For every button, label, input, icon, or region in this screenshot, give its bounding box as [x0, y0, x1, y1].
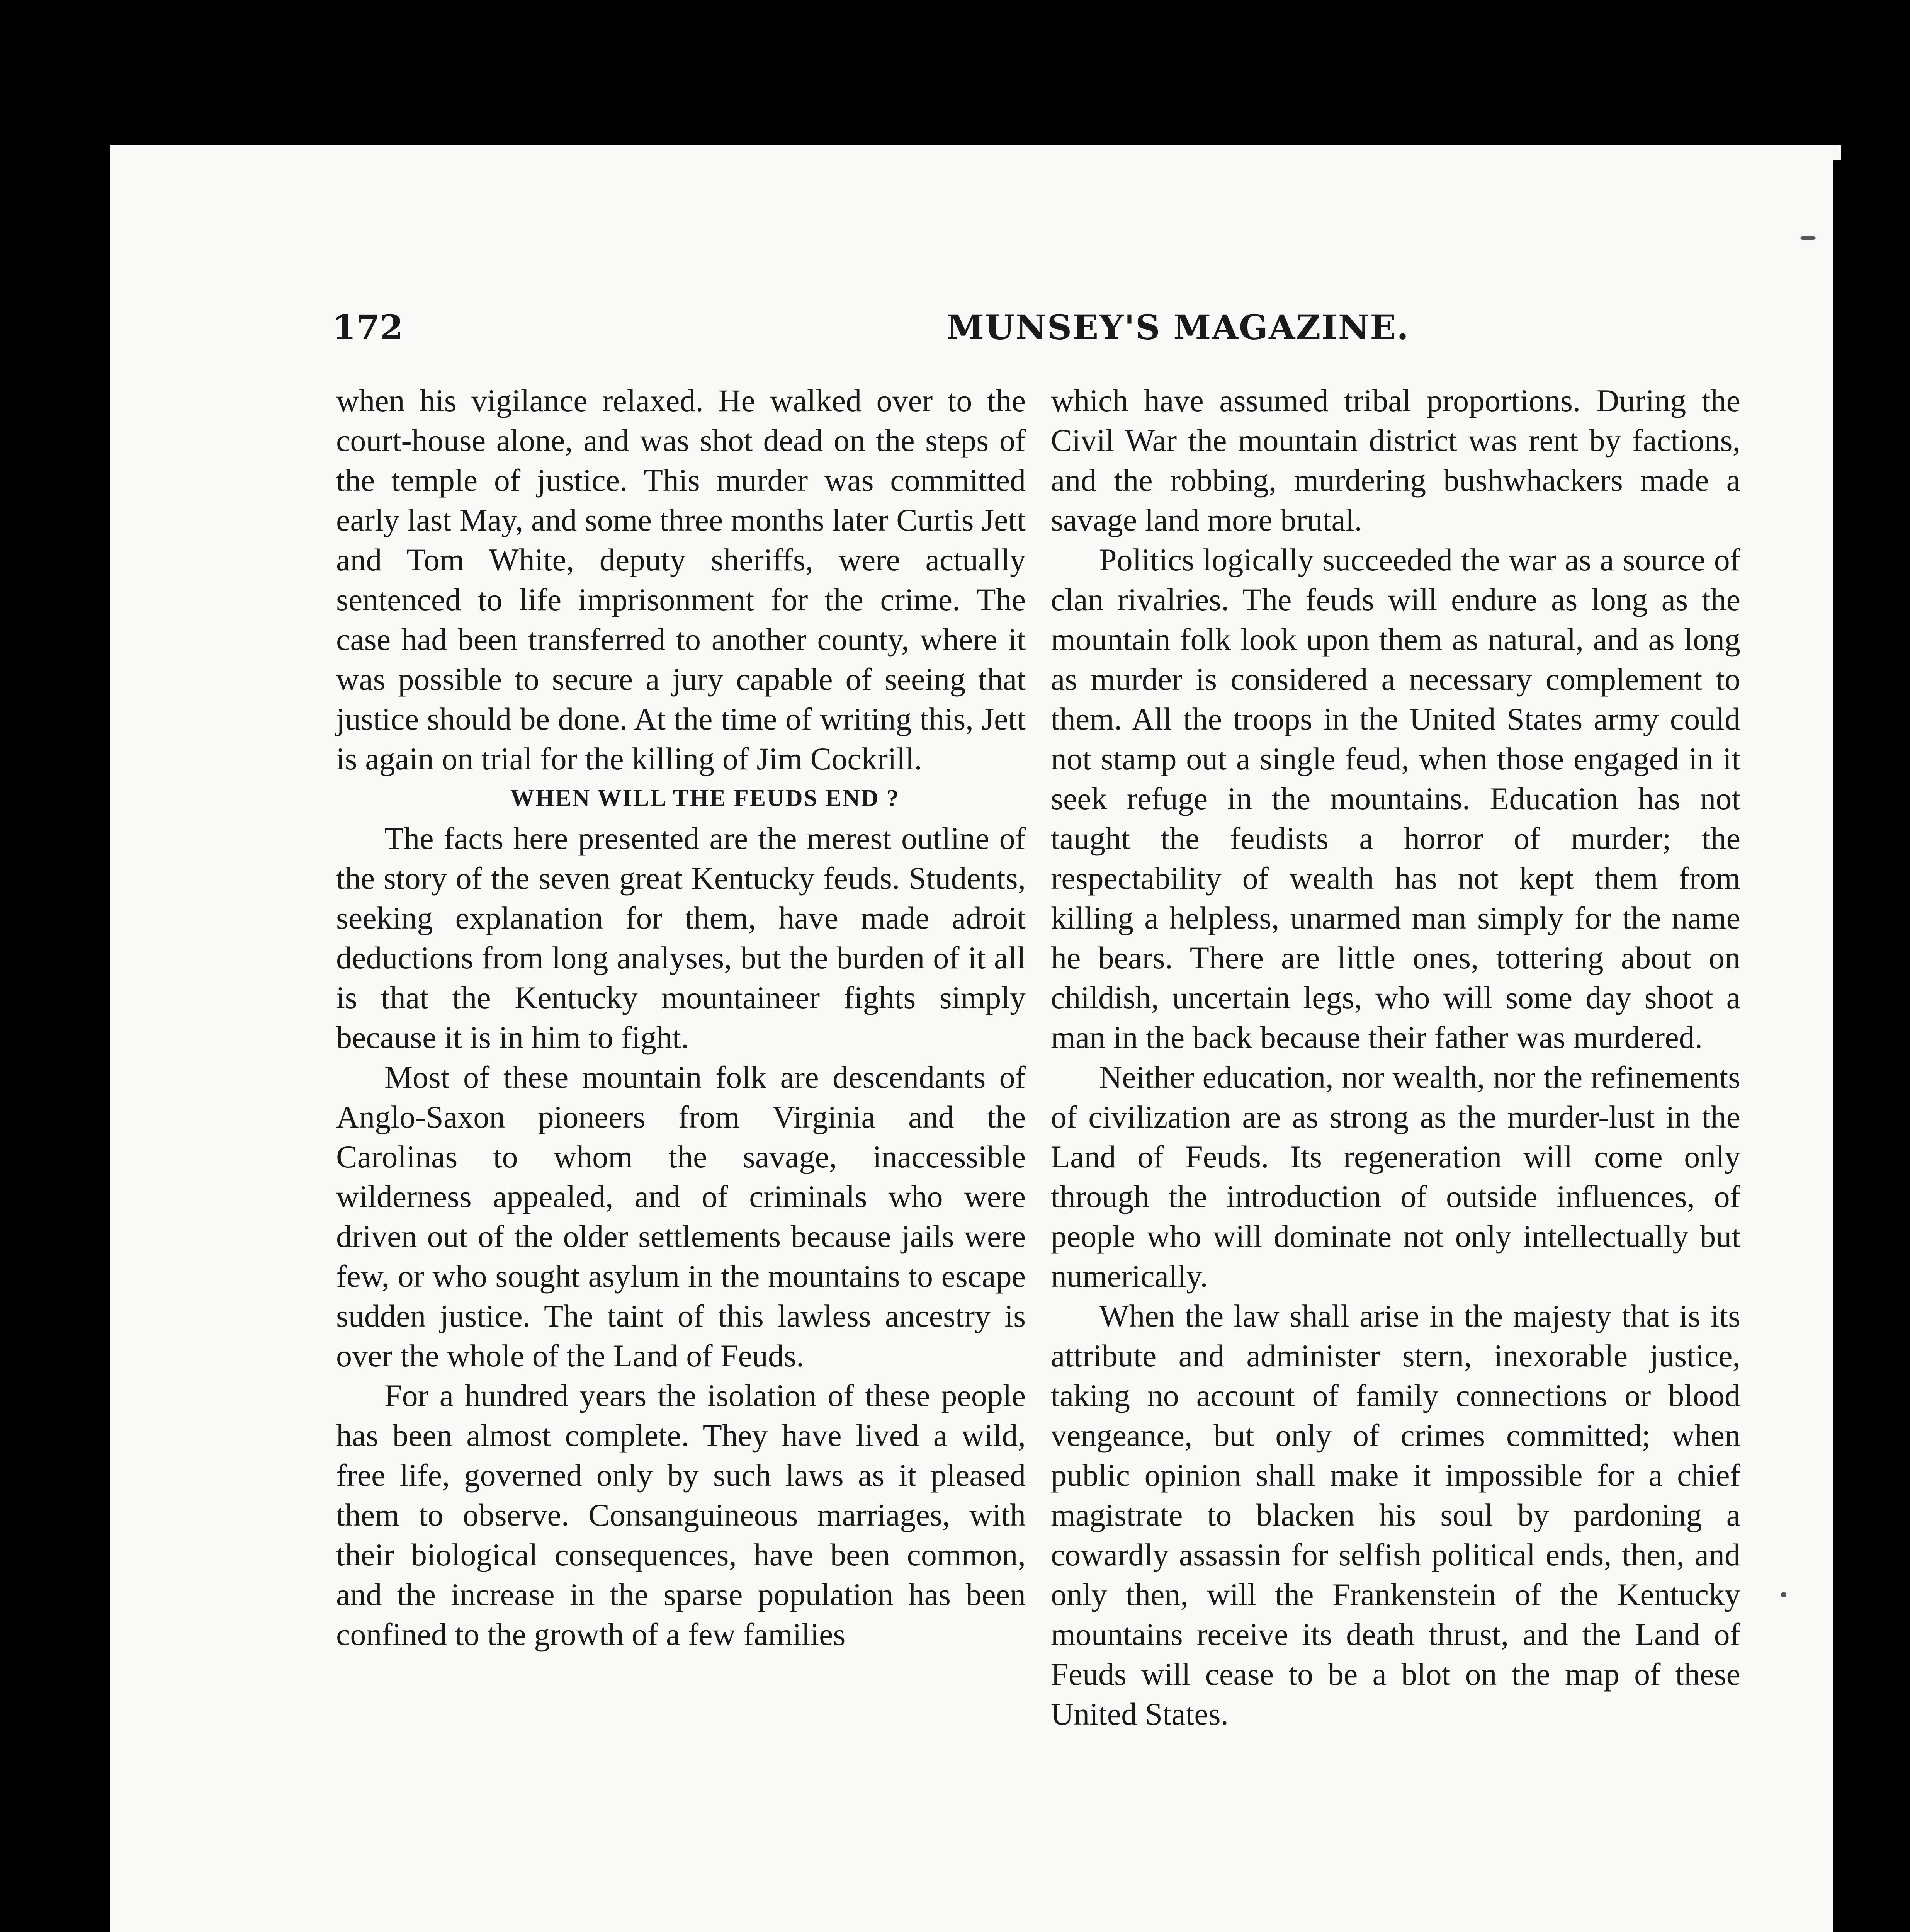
print-speck: [1781, 1592, 1786, 1597]
paragraph: Neither education, nor wealth, nor the refinements of civilization are as strong as the murder-lust in the Land of Feuds. Its regeneration will come only through the introduction of outside influences, of people who will dominate not only intellectually but numerically.: [1051, 1060, 1740, 1294]
page-edge-shadow: [1833, 160, 1846, 1932]
paragraph: Most of these mountain folk are descendants of Anglo-Saxon pioneers from Virginia and the Carolinas to whom the savage, inaccessible wilderness appealed, and of criminals who were driven out of the older settlements because jails were few, or who sought asylum in the mountains to escape sudden justice. The taint of this lawless ancestry is over the whole of the Land of Feuds.: [336, 1060, 1026, 1373]
running-title: MUNSEY'S MAGAZINE.: [947, 307, 1409, 347]
paragraph: When the law shall arise in the majesty that is its attribute and administer stern, inexorable justice, taking no account of family connections or blood vengeance, but only of crimes committed; when public opinion shall make it impossible for a chief magistrate to blacken his soul by pardoning a cowardly assassin for selfish political ends, then, and only then, will the Frankenstein of the Kentucky mountains receive its death thrust, and the Land of Feuds will cease to be a blot on the map of these United States.: [1051, 1298, 1740, 1731]
print-speck: [1800, 236, 1816, 240]
paragraph: The facts here presented are the merest outline of the story of the seven great Kentucky feuds. Students, seeking explanation for them, have made adroit deductions from long analyses, but the burden of it all is that the Kentucky mountaineer fights simply because it is in him to fight.: [336, 821, 1026, 1055]
page-number: 172: [332, 307, 403, 347]
paragraph: For a hundred years the isolation of these people has been almost complete. They have lived a wild, free life, governed only by such laws as it pleased them to observe. Consanguineous marriages, with their biological consequences, have been common, and the increase in the sparse population has been confined to the growth of a few families: [336, 1378, 1026, 1652]
right-column: [1051, 381, 1740, 1734]
page-header: [220, 307, 1742, 350]
left-column: [336, 381, 1026, 1654]
section-subheading: WHEN WILL THE FEUDS END ?: [510, 785, 900, 811]
paragraph: Politics logically succeeded the war as a source of clan rivalries. The feuds will endure as long as the mountain folk look upon them as natural, and as long as murder is considered a necessary complement to them. All the troops in the United States army could not stamp out a single feud, when those engaged in it seek refuge in the mountains. Education has not taught the feudists a horror of murder; the respectability of wealth has not kept them from killing a helpless, unarmed man simply for the name he bears. There are little ones, tottering about on childish, uncertain legs, who will some day shoot a man in the back because their father was murdered.: [1051, 542, 1740, 1055]
paragraph: when his vigilance relaxed. He walked over to the court-house alone, and was shot dead on the steps of the temple of justice. This murder was committed early last May, and some three months later Curtis Jett and Tom White, deputy sheriffs, were actually sentenced to life imprisonment for the crime. The case had been transferred to another county, where it was possible to secure a jury capable of seeing that justice should be done. At the time of writing this, Jett is again on trial for the killing of Jim Cockrill.: [336, 383, 1026, 776]
paragraph: which have assumed tribal proportions. During the Civil War the mountain district was rent by factions, and the robbing, murdering bushwhackers made a savage land more brutal.: [1051, 383, 1740, 537]
